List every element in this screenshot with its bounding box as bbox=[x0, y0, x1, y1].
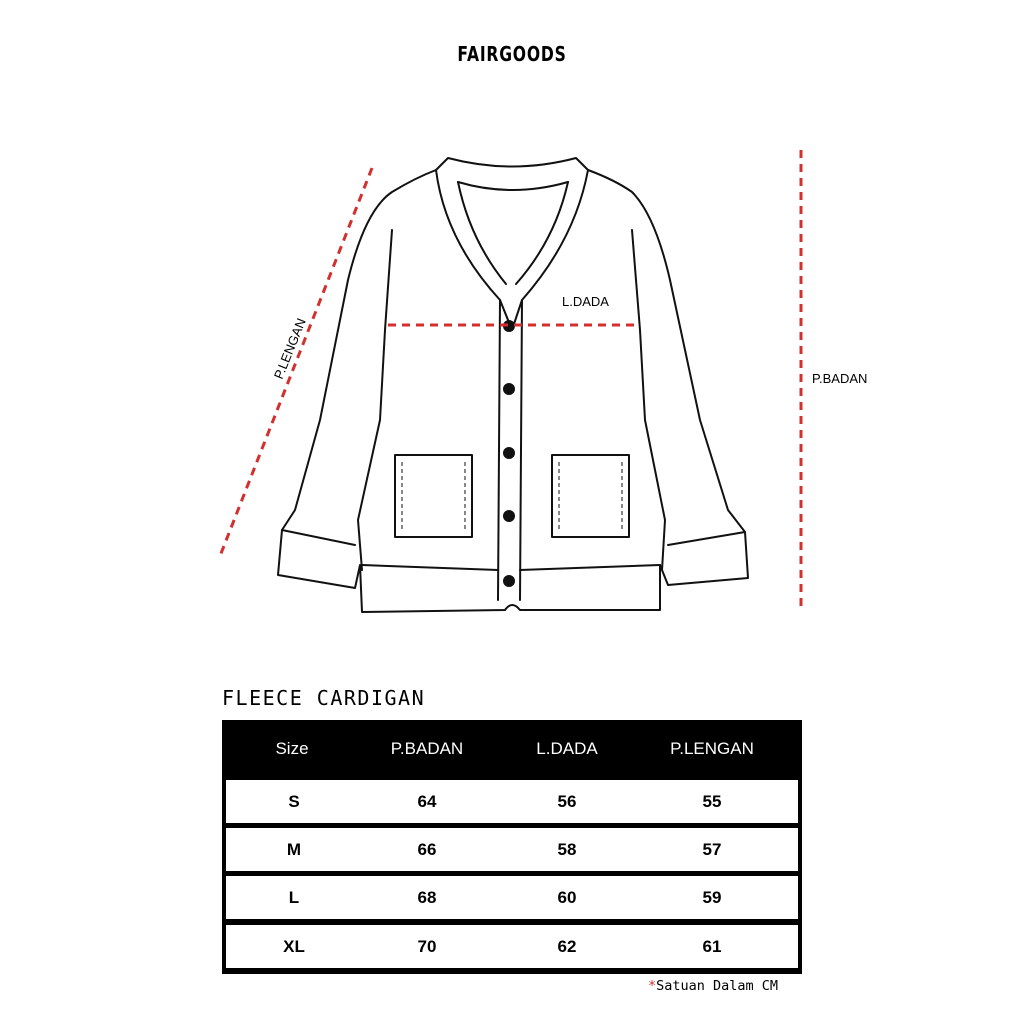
table-header bbox=[222, 720, 802, 778]
note-text: Satuan Dalam CM bbox=[656, 978, 779, 994]
header-p-lengan: P.LENGAN bbox=[670, 739, 754, 758]
button-2 bbox=[503, 383, 515, 395]
cell-p-lengan: 55 bbox=[702, 791, 722, 811]
body-label: P.BADAN bbox=[812, 371, 868, 386]
pocket-right bbox=[552, 455, 629, 537]
cell-l-dada: 58 bbox=[557, 839, 577, 859]
pocket-right-stitch bbox=[559, 462, 622, 530]
size-table bbox=[222, 720, 802, 974]
armhole-left bbox=[358, 230, 392, 570]
armhole-right bbox=[632, 230, 665, 570]
header-p-badan: P.BADAN bbox=[390, 739, 464, 758]
product-title: FLEECE CARDIGAN bbox=[222, 686, 426, 710]
cell-p-badan: 64 bbox=[417, 791, 437, 811]
cell-l-dada: 62 bbox=[557, 936, 577, 956]
button-4 bbox=[503, 510, 515, 522]
chest-label: L.DADA bbox=[562, 294, 609, 309]
table-row-m bbox=[226, 828, 798, 871]
cell-size: XL bbox=[283, 936, 305, 956]
button-3 bbox=[503, 447, 515, 459]
hem-band bbox=[362, 565, 660, 570]
cell-p-badan: 66 bbox=[417, 839, 437, 859]
cell-p-badan: 70 bbox=[417, 936, 437, 956]
cell-p-lengan: 57 bbox=[702, 839, 722, 859]
table-row-xl bbox=[226, 925, 798, 968]
note-star: * bbox=[648, 978, 657, 994]
table-row-s bbox=[226, 780, 798, 823]
header-l-dada: L.DADA bbox=[536, 739, 598, 758]
button-5 bbox=[503, 575, 515, 587]
cell-p-lengan: 59 bbox=[702, 887, 722, 907]
pocket-left bbox=[395, 455, 472, 537]
cell-size: M bbox=[286, 839, 302, 859]
collar-neck bbox=[458, 182, 568, 190]
cell-l-dada: 60 bbox=[557, 887, 577, 907]
brand-logo: FAIRGOODS bbox=[457, 42, 567, 66]
unit-note bbox=[648, 978, 778, 994]
cell-p-badan: 68 bbox=[417, 887, 437, 907]
sleeve-measure-line bbox=[220, 168, 372, 556]
pocket-left-stitch bbox=[402, 462, 465, 530]
cell-p-lengan: 61 bbox=[702, 936, 722, 956]
cell-size: S bbox=[288, 791, 300, 811]
cell-size: L bbox=[288, 887, 300, 907]
sleeve-label: P.LENGAN bbox=[270, 316, 309, 382]
cuff-right bbox=[668, 532, 745, 545]
cell-l-dada: 56 bbox=[557, 791, 577, 811]
header-size: Size bbox=[275, 739, 309, 758]
table-row-l bbox=[226, 876, 798, 919]
cuff-left bbox=[282, 530, 355, 545]
